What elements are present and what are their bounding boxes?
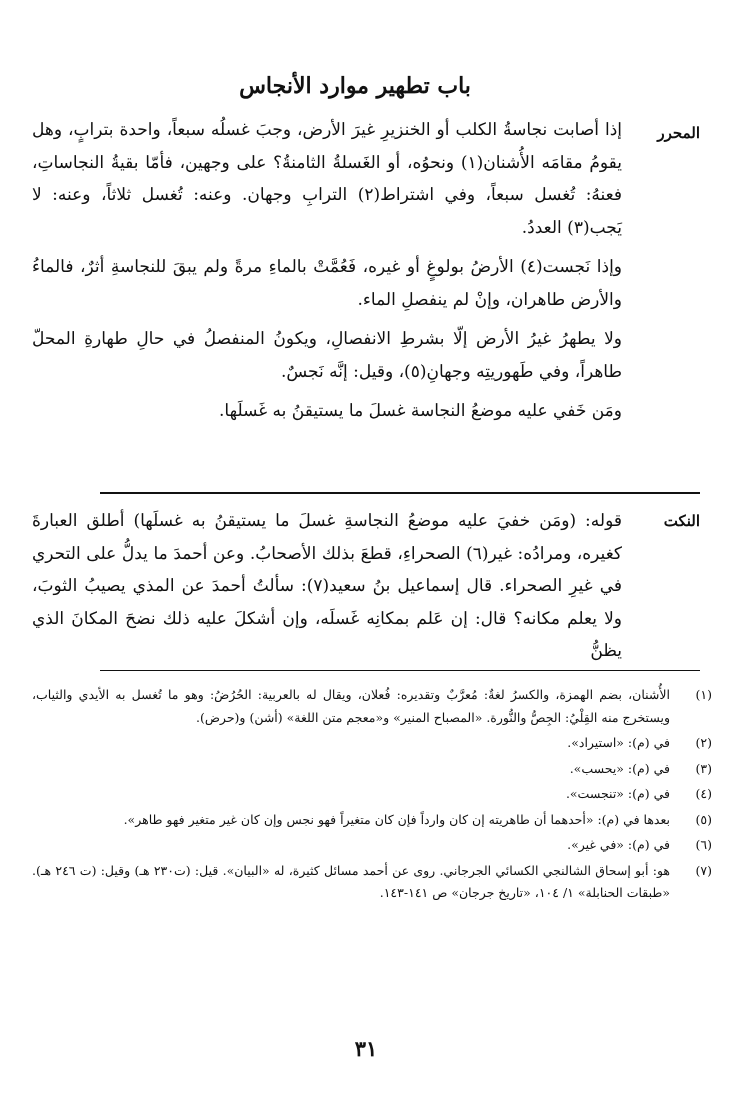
main-paragraph: إذا أصابت نجاسةُ الكلب أو الخنزيرِ غيرَ الأرض، وجبَ غسلُه سبعاً، واحدة بترابٍ، وهل يقومُ مقامَه الأُشنان(١) ونحوُه، أو الغَسلةُ الثامنةُ؟ على وجهين، فأمّا بقيةُ النجاساتِ، فعنهُ: تُغسل سبعاً، وفي اشتراط(٢) الترابِ وجهان. وعنه: تُغسل ثلاثاً، وعنه: لا يَجب(٣) العددُ. [32,120,622,238]
main-paragraph: ولا يطهرُ غيرُ الأرض إلّا بشرطِ الانفصالِ، ويكونُ المنفصلُ في حالِ طهارةِ المحلّ طاهراً، وفي طَهوريتِه وجهانِ(٥)، وقيل: إنَّه نَجسٌ. [32,329,622,382]
footnote-item [32,809,712,832]
footnote-number: (٧) [695,862,712,878]
page-number: ٣١ [354,1036,378,1061]
section-divider [100,492,700,494]
main-paragraph: وإذا نَجست(٤) الأرضُ بولوغٍ أو غيره، فَعُمَّتْ بالماءِ مرةً ولم يبقَ للنجاسةِ أثرٌ، فالماءُ والأرض طاهران، وإنْ لم ينفصلِ الماء. [32,257,623,310]
footnote-number: (٣) [695,760,712,776]
footnote-text: في (م): «يحسب». [569,760,670,776]
footnote-divider [100,670,700,671]
footnote-text: الأُشنان، بضم الهمزة، والكسرُ لغةٌ: مُعرَّبٌ وتقديره: فُعلان، ويقال له بالعربية: الحُرُضُ: وهو ما تُغسل به الأيدي والثياب، ويستخرج منه القِلْيُ: الجِصُّ والنُّورة. «المصباح المنير» و«معجم متن اللغة» (أشن) و(حرض). [32,687,670,725]
footnote-text: في (م): «استيراد». [567,735,670,750]
footnote-text: في (م): «تنجست». [565,786,670,801]
footnote-item [32,783,712,806]
footnote-item [32,860,712,905]
footnote-number: (٦) [695,837,712,852]
footnote-item [32,758,712,781]
footnote-number: (١) [695,687,712,702]
main-text-block [32,114,622,428]
footnote-item [32,834,712,857]
main-paragraph: ومَن خَفي عليه موضعُ النجاسة غسلَ ما يستيقنُ به غَسلَها. [219,401,622,421]
footnote-item [32,684,712,729]
margin-label-muharrar: المحرر [657,124,700,142]
footnote-text: هو: أبو إسحاق الشالنجي الكسائي الجرجاني. روى عن أحمد مسائل كثيرة، له «البيان». قيل: (ت٢٣٠ هـ) وقيل: (ت ٢٤٦ هـ). «طبقات الحنابلة» ١/ ١٠٤، «تاريخ جرجان» ص ١٤١-١٤٣. [32,862,670,900]
nukat-text-block [32,505,622,668]
nukat-paragraph: قوله: (ومَن خفيَ عليه موضعُ النجاسةِ غسلَ ما يستيقنُ به غسلَها) أطلق العبارةَ كغيره، ومرادُه: غير(٦) الصحراءِ، قطعَ بذلك الأصحابُ. وعن أحمدَ ما يدلُّ على التحري في غيرِ الصحراء. قال إسماعيل بنُ سعيد(٧): سألتُ أحمدَ عن المذي يصيبُ الثوبَ، ولا يعلم مكانه؟ قال: إن عَلم بمكانِه غَسلَه، وإن أشكلَ عليه ذلك نضحَ المكانَ الذي يظنُّ [32,511,622,661]
footnotes [32,684,712,908]
margin-label-nukat: النكت [663,512,700,530]
footnote-number: (٢) [695,735,712,750]
footnote-number: (٤) [695,786,712,801]
footnote-number: (٥) [695,811,712,827]
footnote-item [32,732,712,755]
footnote-text: بعدها في (م): «أحدهما أن طاهريته إن كان وارداً فإن كان متغيراً فهو نجس وإن كان غير متغير فهو طاهر». [123,811,670,827]
chapter-title: باب تطهير موارد الأنجاس [239,73,471,99]
footnote-text: في (م): «في غير». [567,837,670,852]
